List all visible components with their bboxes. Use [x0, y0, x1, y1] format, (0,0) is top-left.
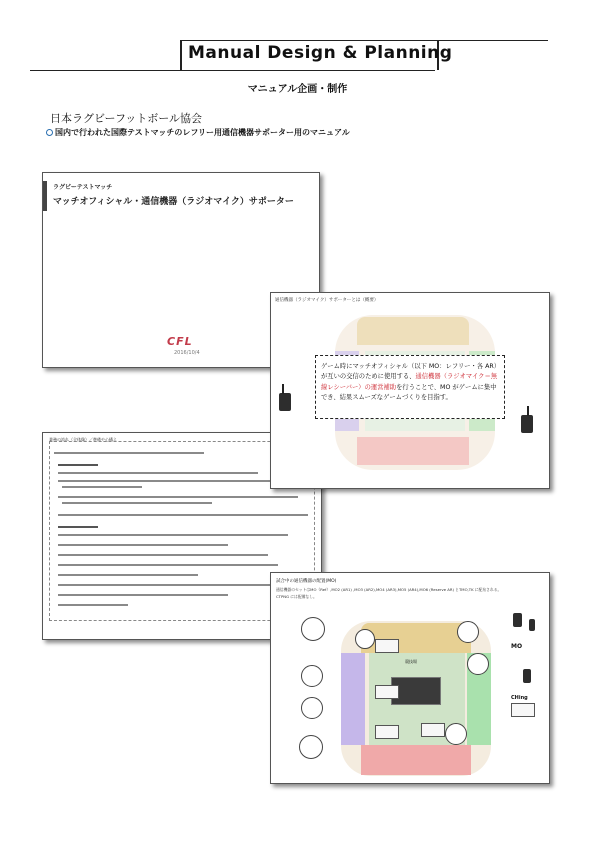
- mo-position-badge: [375, 725, 399, 739]
- cover-date: 2016/10/4: [174, 350, 200, 356]
- text-line: [58, 526, 98, 528]
- text-line: [58, 544, 228, 546]
- official-portrait-icon: [301, 697, 323, 719]
- mo-label: MO: [511, 643, 523, 650]
- stadium-zone-top: [357, 317, 469, 345]
- radio-device-icon: [529, 619, 535, 631]
- official-portrait-icon: [355, 629, 375, 649]
- project-description: [46, 127, 350, 138]
- official-portrait-icon: [299, 735, 323, 759]
- pitch-label: 競技場: [405, 659, 417, 664]
- antenna-icon: [527, 406, 529, 416]
- text-line: [58, 480, 288, 482]
- cover-accent-bar: [43, 181, 47, 211]
- text-line: [58, 604, 128, 606]
- text-line: [58, 496, 298, 498]
- layout-heading: 試合中の通信機器の配置(MO): [276, 579, 337, 584]
- official-portrait-icon: [445, 723, 467, 745]
- official-portrait-icon: [457, 621, 479, 643]
- page-subtitle: マニュアル企画・制作: [247, 84, 348, 95]
- text-line: [58, 584, 298, 586]
- text-line: [58, 554, 268, 556]
- stadium-zone-bottom: [357, 437, 469, 465]
- text-line: [58, 574, 198, 576]
- callout-text-before: ゲーム時にマッチオフィシャル（以下 MO：レフリー・各 AR）が互いの交信のために使用する、: [321, 363, 497, 381]
- mo-position-badge: [375, 685, 399, 699]
- text-line: [62, 486, 142, 488]
- text-line: [58, 594, 228, 596]
- stadium-zone-bottom: [361, 745, 471, 775]
- radio-transmitter-icon: [279, 393, 291, 411]
- project-description-text: 国内で行われた国際テストマッチのレフリー用通信機器サポーター用のマニュアル: [55, 128, 350, 137]
- official-portrait-icon: [301, 617, 325, 641]
- device-badge: [511, 703, 535, 717]
- callout-text-highlight: 通信機器（ラジオマイク＝無線レシーバー）の運営補助: [321, 373, 498, 391]
- official-portrait-icon: [467, 653, 489, 675]
- header-bottom-rule: [30, 70, 435, 71]
- page-title: Manual Design & Planning: [188, 43, 453, 63]
- text-line: [58, 472, 258, 474]
- text-line: [58, 564, 278, 566]
- text-line: [58, 514, 308, 516]
- callout-text-after: を行うことで、MO がゲームに集中でき、結果スムーズなゲームづくりを目指す。: [321, 383, 497, 402]
- slide-overview: [270, 292, 550, 489]
- slide-layout: [270, 572, 550, 784]
- mo-position-badge: [375, 639, 399, 653]
- text-line: [58, 534, 288, 536]
- overview-heading: 通信機器（ラジオマイク）サポーターとは（概要）: [275, 298, 379, 303]
- radio-device-icon: [513, 613, 522, 627]
- ching-label: CHing: [511, 695, 528, 701]
- radio-device-icon: [523, 669, 531, 683]
- cover-logo: CFL: [167, 335, 193, 348]
- cover-kicker: ラグビーテストマッチ: [53, 184, 113, 191]
- layout-note: CTPNG には配備なし。: [276, 594, 317, 599]
- circle-bullet-icon: [46, 129, 53, 136]
- text-line: [62, 502, 212, 504]
- antenna-icon: [282, 384, 284, 394]
- cover-title: マッチオフィシャル・通信機器（ラジオマイク）サポーター: [53, 197, 294, 207]
- official-portrait-icon: [301, 665, 323, 687]
- text-line: [58, 464, 98, 466]
- mo-position-badge: [421, 723, 445, 737]
- overview-callout: [315, 355, 505, 419]
- radio-receiver-icon: [521, 415, 533, 433]
- layout-description: 通信機器のセットはMO（Ref）,MO2 (AR1) ,MO3 (AR2),MO4 (AR3),MO5 (AR4),MO6 (Reserve AR) とTMO,TK に配布される。: [276, 587, 502, 592]
- flow-heading: 業務の流れ（全体像）／準備や心構え: [49, 437, 117, 442]
- stadium-zone-left: [341, 653, 365, 745]
- client-name: 日本ラグビーフットボール協会: [50, 112, 203, 125]
- text-line: [54, 452, 204, 454]
